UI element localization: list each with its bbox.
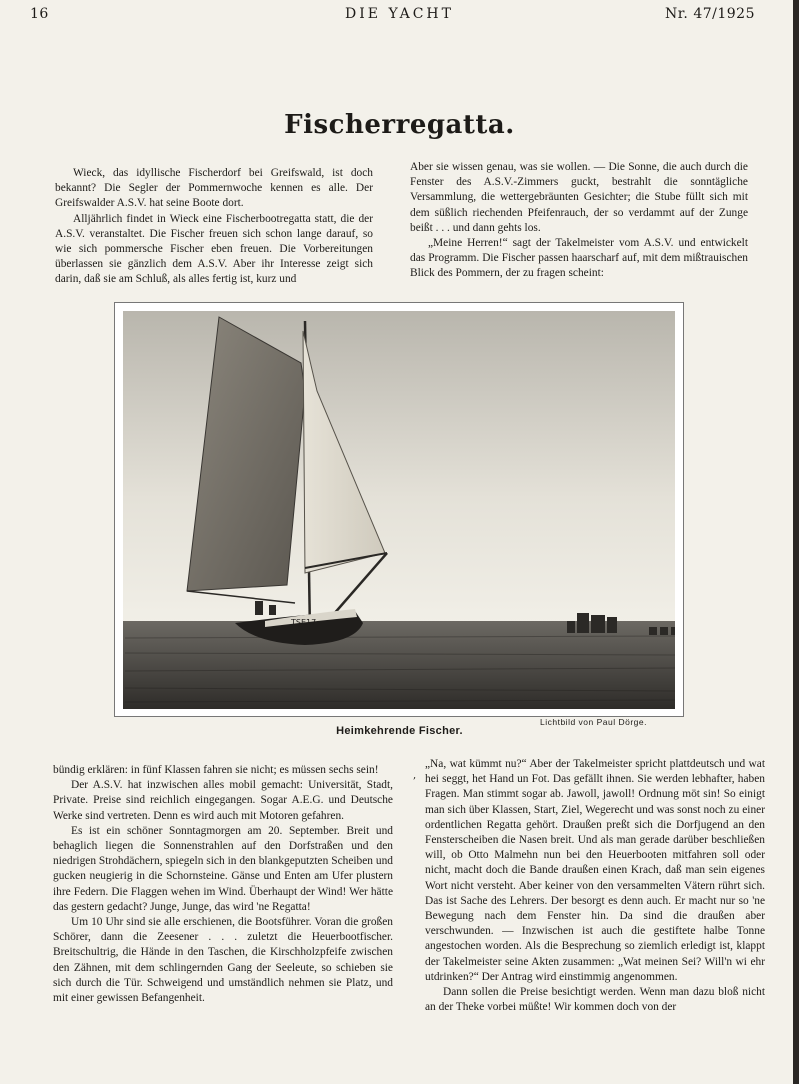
- page-edge-shadow: [793, 0, 799, 1084]
- issue-number: Nr. 47/1925: [665, 6, 755, 22]
- paragraph: Dann sollen die Preise besichtigt werden. Wenn man dazu bloß nicht an der Theke vorbei müßte! Wir kommen doch von der: [425, 986, 765, 1014]
- paragraph: Aber sie wissen genau, was sie wollen. — Die Sonne, die auch durch die Fenster des A.S.V.-Zimmers guckt, bestrahlt die sonntägliche Versammlung, die wettergebräunten Gesichter; die Stube füllt sich mit dem süßlich riechenden Pfeifenrauch, der so verdammt auf der Zunge beißt . . . und dann gehts los.: [410, 161, 748, 234]
- paragraph: Um 10 Uhr sind sie alle erschienen, die Bootsführer. Voran die großen Schörer, dann die Zeesener . . . zuletzt die Heuerbootfischer. Breitschultrig, die Hände in den Taschen, die Kirschholzpfeife zwischen den Zähnen, mit dem schlingernden Gang der Seeleute, so schieben sie sich durch die Tür. Schweigend und umständlich nehmen sie Platz, und mit einer gewissen Befangenheit.: [53, 916, 393, 1005]
- paragraph: bündig erklären: in fünf Klassen fahren sie nicht; es müssen sechs sein!: [53, 764, 379, 776]
- article-title: Fischerregatta.: [284, 110, 515, 140]
- column-top-left: [55, 166, 373, 288]
- sea: [123, 621, 675, 709]
- margin-mark: ,: [413, 770, 417, 781]
- column-bottom-right: [425, 757, 765, 1015]
- page-number: 16: [30, 6, 49, 22]
- paragraph: Es ist ein schöner Sonntagmorgen am 20. September. Breit und behaglich liegen die Sonnenstrahlen auf den Dorfstraßen und den niedrigen Strohdächern, spiegeln sich in den blankgeputzten Scheiben und gucken neugierig in die Schornsteine. Gänse und Enten am Ufer plustern ihre Federn. Die Flaggen wehen im Wind. Überhaupt der Wind! Wer hätte das gestern gedacht? Junge, Junge, das wird 'ne Regatta!: [53, 824, 393, 913]
- photo-sailing-boat: [114, 302, 684, 717]
- photo-caption: Heimkehrende Fischer.: [336, 725, 463, 737]
- hull-marking: TSE17: [291, 618, 317, 627]
- paragraph: Wieck, das idyllische Fischerdorf bei Greifswald, ist doch bekannt? Die Segler der Pommernwoche kennen es alle. Der Greifswalder A.S.V. hat seine Boote dort.: [55, 167, 373, 210]
- column-bottom-left: [53, 763, 393, 1006]
- paragraph: Der A.S.V. hat inzwischen alles mobil gemacht: Universität, Stadt, Private. Preise sind reichlich eingegangen. Sogar A.E.G. und Deutsche Werke sind vertreten. Denn es wird auch mit Motoren gefahren.: [53, 779, 393, 822]
- photo-credit: Lichtbild von Paul Dörge.: [540, 717, 648, 727]
- journal-name: DIE YACHT: [345, 6, 454, 22]
- paragraph: Alljährlich findet in Wieck eine Fischerbootregatta statt, die der A.S.V. veranstaltet. Die Fischer freuen sich schon lange darauf, so wie sich pommersche Fischer eben freuen. Die Vorbereitungen überlassen sie gänzlich dem A.S.V. Aber ihr Interesse zeigt sich darin, daß sie am Schluß, als alles fertig ist, kurz und: [55, 212, 373, 286]
- paragraph: „Meine Herren!“ sagt der Takelmeister vom A.S.V. und entwickelt das Programm. Die Fischer passen haarscharf auf, mit dem mißtrauischen Blick des Pommern, der zu fragen scheint:: [410, 237, 748, 280]
- column-top-right: [410, 160, 748, 282]
- fishing-boat-photo: [115, 303, 683, 716]
- paragraph: „Na, wat kümmt nu?“ Aber der Takelmeister spricht plattdeutsch und wat hei seggt, het Hand un Fot. Das gefällt ihnen. Sie werden lebhafter, haben Fragen. Man stimmt sogar ab. Jawoll, jawoll! Ordnung möt sin! So einigt man sich über Klassen, Start, Ziel, Wegerecht und was sonst noch zu einer ordentlichen Regatta gehört. Draußen preßt sich die Dorfjugend an den Fensterscheiben die Nasen breit. Und als man gerade darüber beschließen will, ob Otto Malmehn nun bei den Heuerbooten mitfahren soll oder nicht, macht doch die Bande draußen einen Krach, daß man sein eigenes Wort nicht versteht. Aber keiner von den versammelten Vätern rührt sich. Das ist Sache des Lehrers. Der besorgt es denn auch. Er macht nur so 'ne Bewegung nach dem Fenster hin. Da sind die draußen aber verschwunden. — Inzwischen ist auch die gestiftete halbe Tonne angestochen worden. Als die Besprechung so ziemlich erledigt ist, klappt der Takelmeister seine Akten zusammen: „Wat meinen Sei? Will'n wi ehr utdrinken?“ Der Antrag wird einstimmig angenommen.: [425, 758, 765, 983]
